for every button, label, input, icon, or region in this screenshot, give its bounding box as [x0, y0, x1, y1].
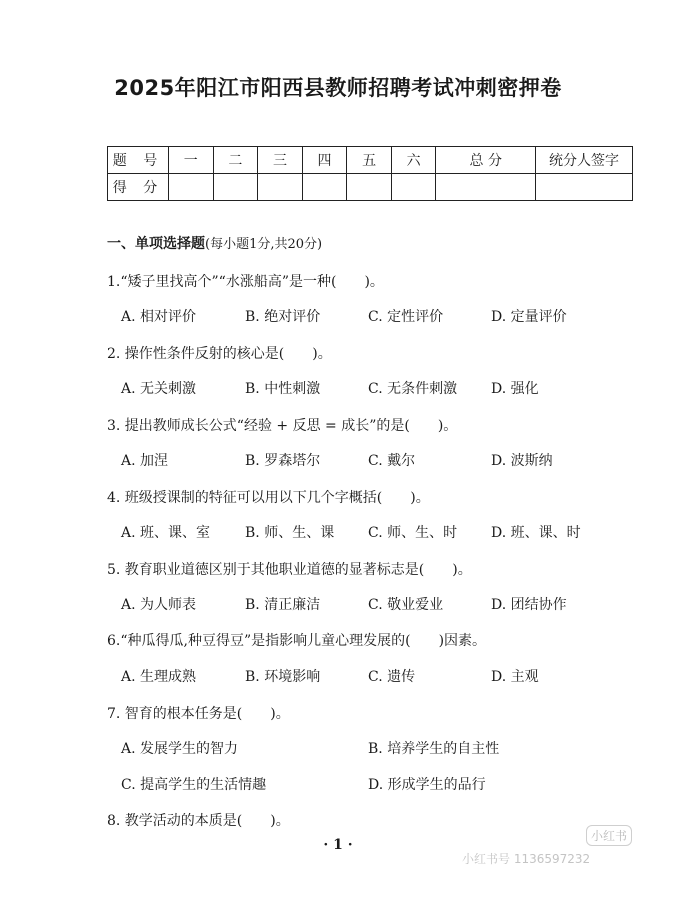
score-cell — [258, 174, 303, 201]
option: C. 戴尔 — [368, 453, 416, 469]
score-header-label: 题 号 — [108, 147, 169, 174]
score-header-signature: 统分人签字 — [536, 147, 633, 174]
question-text: 1.“矮子里找高个”“水涨船高”是一种( )。 — [107, 274, 384, 290]
score-row-label: 得 分 — [108, 174, 169, 201]
option: C. 提高学生的生活情趣 — [121, 777, 267, 793]
score-header-cell: 二 — [213, 147, 258, 174]
score-header-cell: 三 — [258, 147, 303, 174]
option: A. 发展学生的智力 — [121, 741, 239, 757]
score-cell — [169, 174, 214, 201]
question-text: 2. 操作性条件反射的核心是( )。 — [107, 346, 332, 362]
score-table — [107, 146, 633, 201]
score-header-cell: 六 — [391, 147, 436, 174]
option: A. 无关刺激 — [121, 381, 197, 397]
section-heading — [107, 233, 322, 253]
score-cell — [536, 174, 633, 201]
option: D. 主观 — [491, 669, 539, 685]
option: B. 罗森塔尔 — [245, 453, 321, 469]
score-header-total: 总 分 — [436, 147, 536, 174]
question-text: 3. 提出教师成长公式“经验 + 反思 = 成长”的是( )。 — [107, 418, 458, 434]
section-note: (每小题1分,共20分) — [205, 237, 323, 252]
page-number: · 1 · — [323, 837, 353, 853]
option: C. 定性评价 — [368, 309, 444, 325]
option: A. 加涅 — [121, 453, 169, 469]
option: B. 中性刺激 — [245, 381, 321, 397]
option: D. 强化 — [491, 381, 539, 397]
option: C. 无条件刺激 — [368, 381, 458, 397]
option: C. 师、生、时 — [368, 525, 458, 541]
watermark-badge: 小红书 — [586, 825, 632, 846]
score-cell — [213, 174, 258, 201]
score-table-header-row — [108, 147, 633, 174]
score-cell — [436, 174, 536, 201]
option: B. 师、生、课 — [245, 525, 335, 541]
option: C. 遗传 — [368, 669, 416, 685]
score-header-cell: 四 — [302, 147, 347, 174]
option: B. 培养学生的自主性 — [368, 741, 500, 757]
option: B. 清正廉洁 — [245, 597, 321, 613]
option: D. 定量评价 — [491, 309, 567, 325]
option: B. 绝对评价 — [245, 309, 321, 325]
score-table-score-row — [108, 174, 633, 201]
option: D. 波斯纳 — [491, 453, 553, 469]
option: B. 环境影响 — [245, 669, 321, 685]
option: A. 班、课、室 — [121, 525, 211, 541]
option: A. 为人师表 — [121, 597, 197, 613]
option: D. 形成学生的品行 — [368, 777, 486, 793]
question-text: 5. 教育职业道德区别于其他职业道德的显著标志是( )。 — [107, 562, 472, 578]
option: C. 敬业爱业 — [368, 597, 444, 613]
section-title: 一、单项选择题 — [107, 236, 205, 252]
question-text: 6.“种瓜得瓜,种豆得豆”是指影响儿童心理发展的( )因素。 — [107, 633, 487, 649]
option: A. 生理成熟 — [121, 669, 197, 685]
score-header-cell: 一 — [169, 147, 214, 174]
option: D. 团结协作 — [491, 597, 567, 613]
score-header-cell: 五 — [347, 147, 392, 174]
option: A. 相对评价 — [121, 309, 197, 325]
question-text: 8. 教学活动的本质是( )。 — [107, 813, 290, 829]
question-text: 4. 班级授课制的特征可以用以下几个字概括( )。 — [107, 490, 430, 506]
score-cell — [302, 174, 347, 201]
watermark-id: 小红书号 1136597232 — [462, 852, 591, 866]
exam-title: 2025年阳江市阳西县教师招聘考试冲刺密押卷 — [114, 76, 562, 100]
score-cell — [391, 174, 436, 201]
score-cell — [347, 174, 392, 201]
question-text: 7. 智育的根本任务是( )。 — [107, 706, 290, 722]
option: D. 班、课、时 — [491, 525, 581, 541]
